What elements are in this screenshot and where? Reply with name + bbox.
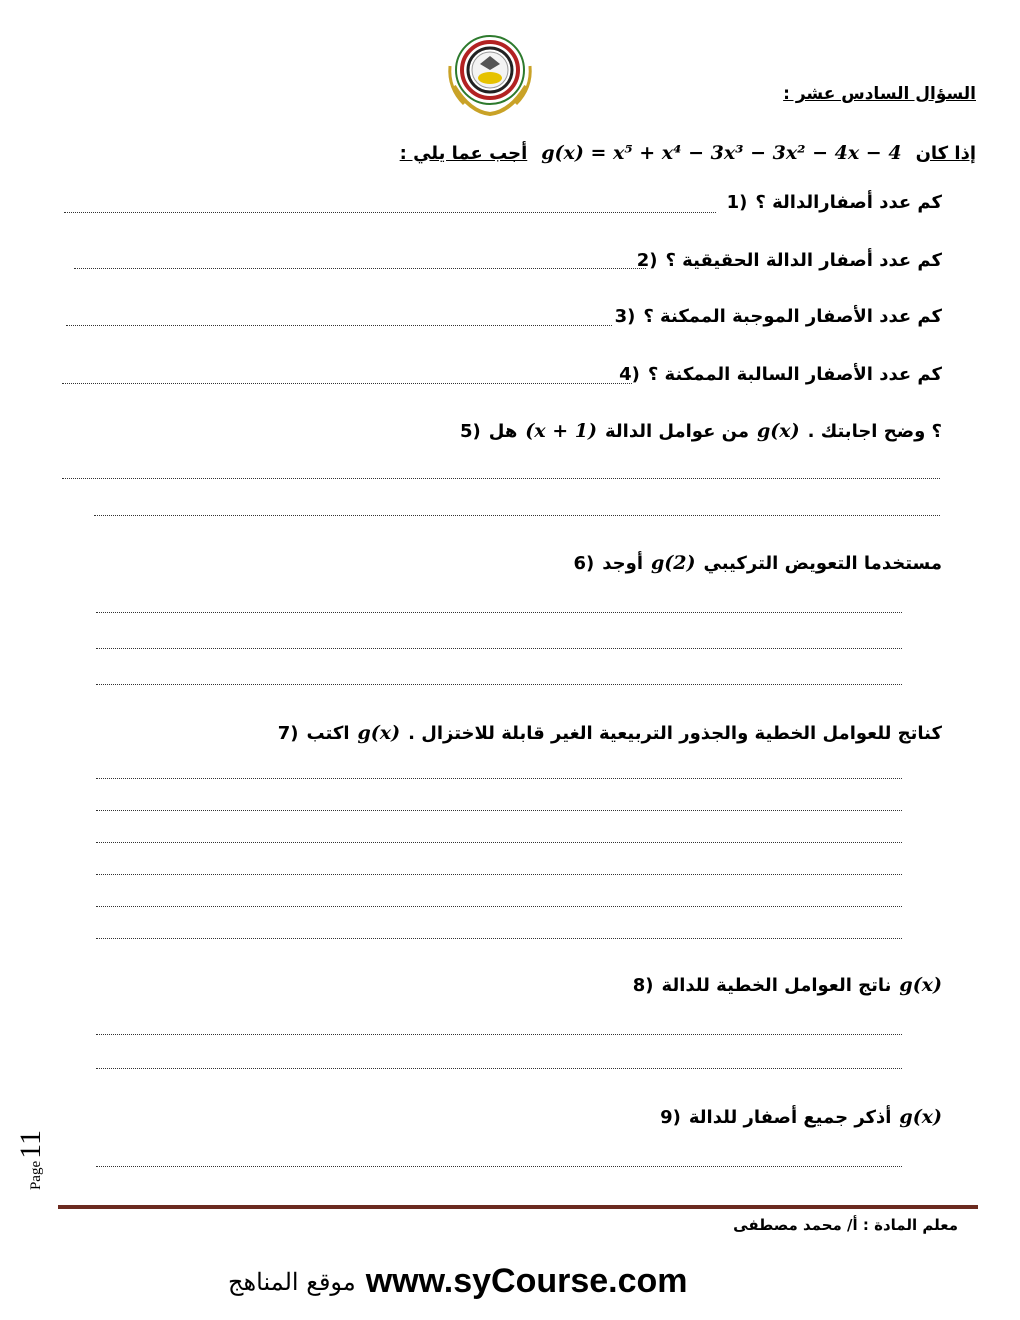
question-3 xyxy=(615,306,942,327)
page-label: Page xyxy=(28,1160,44,1191)
question-text: كم عدد الأصفار السالبة الممكنة ؟ xyxy=(647,364,942,385)
question-number: 8) xyxy=(632,974,654,996)
answer-line[interactable] xyxy=(74,268,646,269)
answer-line[interactable] xyxy=(64,212,716,213)
question-text: ؟ وضح اجابتك . xyxy=(807,420,942,442)
math-expression: g(2) xyxy=(651,552,696,574)
answer-line[interactable] xyxy=(96,684,902,685)
question-number: 1) xyxy=(726,192,748,213)
answer-line[interactable] xyxy=(96,1034,902,1035)
question-8 xyxy=(633,974,942,996)
question-text: كم عدد أصفارالدالة ؟ xyxy=(755,192,942,213)
answer-line[interactable] xyxy=(96,648,902,649)
answer-line[interactable] xyxy=(96,1166,902,1167)
math-function: g(x) xyxy=(757,420,800,442)
answer-line[interactable] xyxy=(96,938,902,939)
answer-line[interactable] xyxy=(96,1068,902,1069)
given-prefix: إذا كان xyxy=(915,142,976,164)
math-factor: (x + 1) xyxy=(525,420,597,442)
function-expression: g(x) = x⁵ + x⁴ − 3x³ − 3x² − 4x − 4 xyxy=(541,142,902,164)
watermark xyxy=(228,1262,788,1301)
watermark-arabic: موقع المناهج xyxy=(228,1267,356,1296)
question-7 xyxy=(278,722,942,744)
question-text: من عوامل الدالة xyxy=(604,420,749,442)
question-text: أذكر جميع أصفار للدالة xyxy=(688,1106,892,1128)
question-text: ناتج العوامل الخطية للدالة xyxy=(661,974,892,996)
question-text: كناتج للعوامل الخطية والجذور التربيعية الغير قابلة للاختزال . xyxy=(408,722,942,744)
teacher-name: معلم المادة : أ/ محمد مصطفى xyxy=(733,1216,958,1234)
question-4 xyxy=(619,364,942,385)
given-suffix: أجب عما يلي : xyxy=(399,142,528,164)
question-text: اكتب xyxy=(306,722,350,744)
question-number: 7) xyxy=(277,722,299,744)
answer-line[interactable] xyxy=(96,874,902,875)
answer-line[interactable] xyxy=(96,906,902,907)
question-1 xyxy=(727,192,942,213)
math-function: g(x) xyxy=(357,722,401,744)
question-text: أوجد xyxy=(602,552,643,574)
question-5 xyxy=(460,420,942,442)
question-number: 9) xyxy=(660,1106,681,1128)
answer-line[interactable] xyxy=(62,383,632,384)
question-number: 5) xyxy=(459,420,481,442)
answer-line[interactable] xyxy=(66,325,612,326)
given-line xyxy=(400,142,976,164)
answer-line[interactable] xyxy=(96,778,902,779)
page-indicator xyxy=(14,1100,54,1220)
question-9 xyxy=(660,1106,942,1128)
question-6 xyxy=(574,552,943,574)
question-number: 2) xyxy=(636,250,658,271)
question-number: 3) xyxy=(614,306,636,327)
math-function: g(x) xyxy=(899,974,942,996)
question-number: 4) xyxy=(619,364,640,385)
school-seal-logo xyxy=(440,26,540,122)
question-2 xyxy=(637,250,942,271)
answer-line[interactable] xyxy=(96,612,902,613)
question-text: كم عدد أصفار الدالة الحقيقية ؟ xyxy=(665,250,942,271)
page-number: 11 xyxy=(14,1129,47,1159)
footer-rule xyxy=(58,1205,978,1209)
answer-line[interactable] xyxy=(96,842,902,843)
answer-line[interactable] xyxy=(94,515,940,516)
question-text: هل xyxy=(488,420,518,442)
answer-line[interactable] xyxy=(96,810,902,811)
answer-line[interactable] xyxy=(62,478,940,479)
watermark-url: www.syCourse.com xyxy=(365,1262,688,1300)
question-number: 6) xyxy=(573,552,595,574)
question-text: مستخدما التعويض التركيبي xyxy=(703,552,942,574)
math-function: g(x) xyxy=(899,1106,942,1128)
section-title: السؤال السادس عشر : xyxy=(783,84,976,104)
question-text: كم عدد الأصفار الموجبة الممكنة ؟ xyxy=(643,306,942,327)
